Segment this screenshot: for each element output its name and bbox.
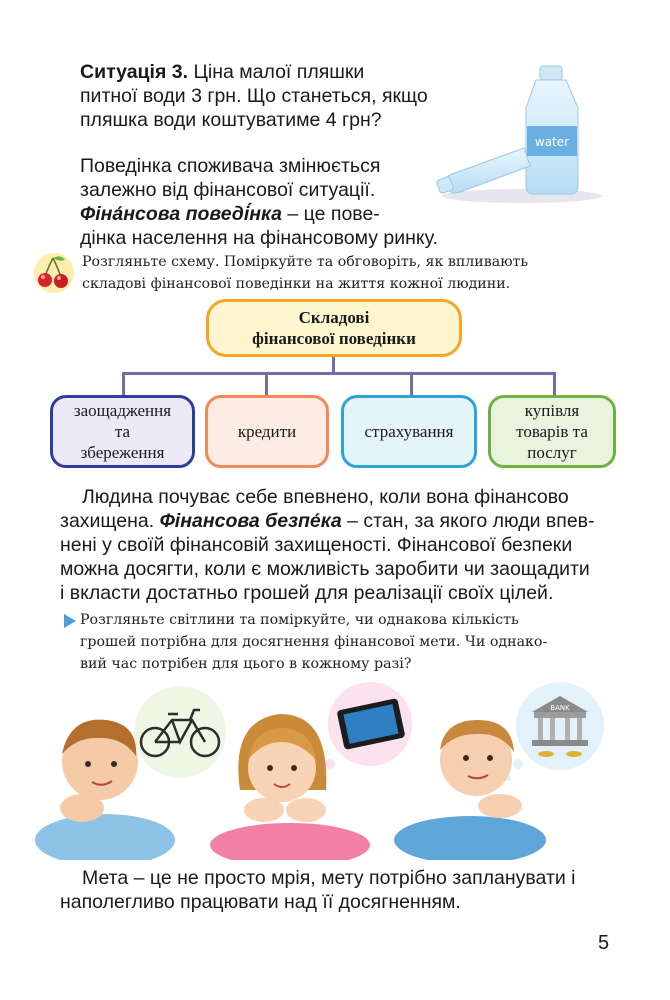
diagram-box-savings: заощадження та збереження — [50, 395, 195, 468]
connector-4 — [553, 372, 556, 396]
connector-1 — [122, 372, 125, 396]
diagram-box-purchases: купівля товарів та послуг — [488, 395, 616, 468]
water-bottle-image — [432, 56, 612, 206]
situation-label: Ситуація 3. — [80, 61, 189, 83]
connector-vertical-main — [332, 357, 335, 373]
connector-horizontal — [122, 372, 556, 375]
photo-girl-tablet — [210, 682, 412, 860]
photo-boy-bank — [394, 682, 604, 860]
cherry-icon — [33, 252, 75, 294]
diagram-box-insurance: страхування — [341, 395, 477, 468]
goal-paragraph: Мета – це не просто мрія, мету потрібно запланувати і наполегливо працювати над її досягненням. — [60, 867, 576, 913]
diagram-box-credits: кредити — [205, 395, 329, 468]
arrow-marker-icon — [64, 614, 76, 628]
photo-boy-bicycle — [35, 686, 226, 860]
page-number: 5 — [598, 932, 610, 954]
task-photos: Розгляньте світлини та поміркуйте, чи однакова кількість грошей потрібна для досягнення фінансової мети. Чи однако- вий час потрібен для цього в кожному разі? — [80, 612, 548, 672]
security-paragraph: Людина почуває себе впевнено, коли вона фінансово захищена. Фінансова безпе́ка – стан, за якого люди впев- нені у своїй фінансовій захищеності. Фінансової безпеки можна досягти, коли є можливість заробити чи заощадити і вкласти достатньо грошей для реалізації своїх цілей. — [60, 486, 595, 604]
children-photos — [30, 680, 640, 860]
bank-sign-text: BANK — [550, 704, 570, 712]
consumer-paragraph: Поведінка споживача змінюється залежно від фінансової ситуації. Фіна́нсова поведі́нка – це пове- дінка населення на фінансовому ринку. — [80, 155, 438, 249]
financial-security-term: Фінансова безпе́ка — [159, 510, 342, 532]
financial-behaviour-term: Фіна́нсова поведі́нка — [80, 203, 282, 225]
connector-2 — [265, 372, 268, 396]
task-scheme: Розгляньте схему. Поміркуйте та обговоріть, як впливають складові фінансової поведінки на життя кожної людини. — [82, 254, 529, 292]
diagram-title-box: Складові фінансової поведінки — [206, 299, 462, 357]
bottle-brand-text: water — [534, 135, 570, 149]
situation-paragraph: Ситуація 3. Ціна малої пляшки питної води 3 грн. Що станеться, якщо пляшка води коштуватиме 4 грн? — [80, 61, 428, 131]
connector-3 — [410, 372, 413, 396]
